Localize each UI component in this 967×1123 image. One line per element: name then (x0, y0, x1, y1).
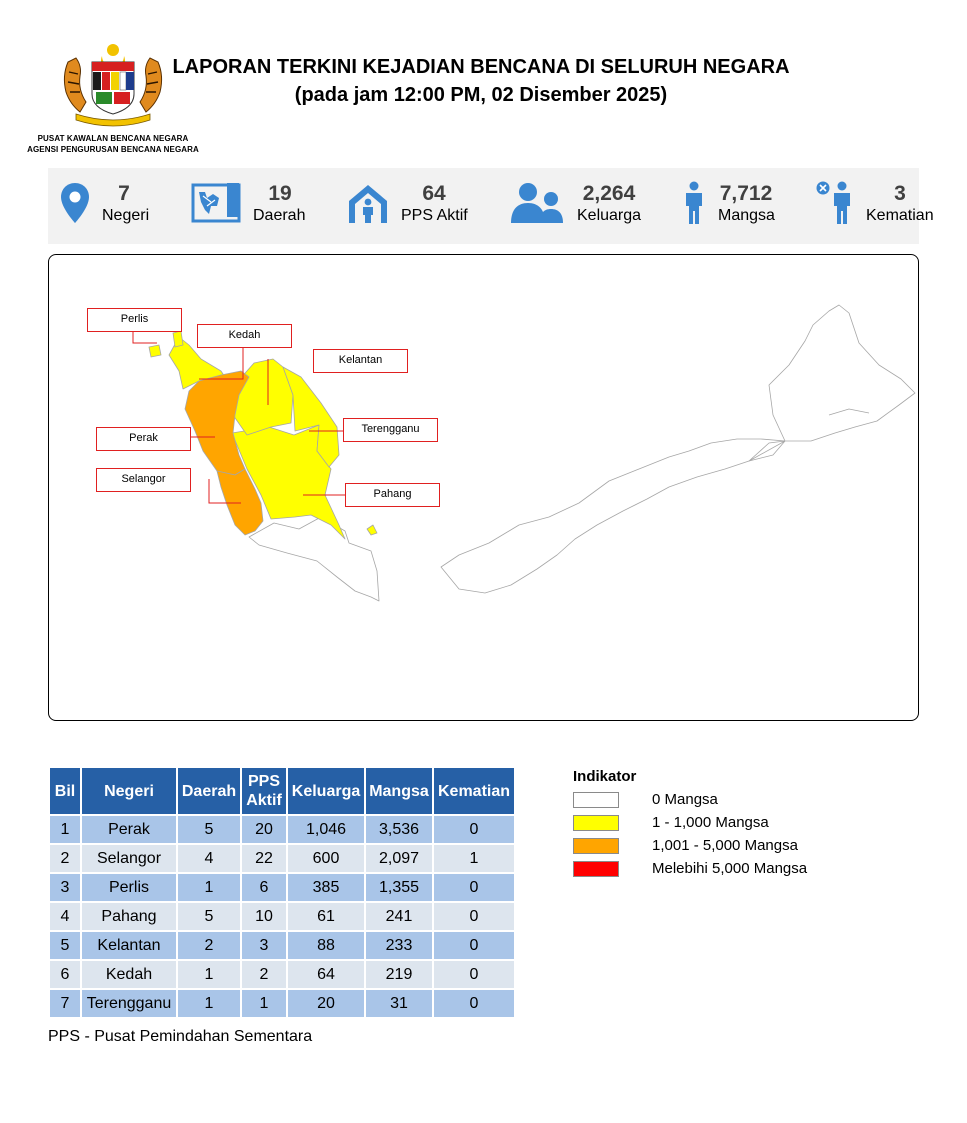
cell-bil: 4 (50, 903, 80, 930)
col-header-keluarga: Keluarga (288, 768, 364, 814)
col-header-daerah: Daerah (178, 768, 240, 814)
cell-bil: 6 (50, 961, 80, 988)
stat-mangsa-value: 7,712 (719, 182, 773, 205)
callout-kedah: Kedah (197, 324, 292, 348)
cell-kematian: 0 (434, 874, 514, 901)
report-subtitle: (pada jam 12:00 PM, 02 Disember 2025) (294, 84, 668, 106)
col-header-pps: PPS Aktif (242, 768, 286, 814)
stat-negeri-label: Negeri (102, 207, 150, 224)
table-header-row (50, 768, 514, 814)
cell-negeri: Terengganu (82, 990, 176, 1017)
legend-swatch-low (573, 815, 619, 831)
stat-pps-value: 64 (422, 182, 446, 205)
cell-pps: 2 (242, 961, 286, 988)
org-name-line1: PUSAT KAWALAN BENCANA NEGARA (37, 134, 189, 143)
legend-swatch-none (573, 792, 619, 808)
disaster-map (48, 254, 919, 721)
person-icon (683, 181, 705, 225)
region-langkawi (149, 345, 161, 357)
cell-pps: 3 (242, 932, 286, 959)
table-row (50, 990, 514, 1017)
callout-terengganu: Terengganu (343, 418, 438, 442)
legend-title: Indikator (573, 768, 637, 785)
stat-mangsa-label: Mangsa (718, 207, 775, 224)
cell-negeri: Kelantan (82, 932, 176, 959)
legend-label-mid: 1,001 - 5,000 Mangsa (652, 837, 798, 854)
cell-kematian: 0 (434, 903, 514, 930)
legend-swatch-mid (573, 838, 619, 854)
cell-kematian: 0 (434, 932, 514, 959)
cell-mangsa: 3,536 (366, 816, 432, 843)
region-sarawak (441, 439, 785, 593)
callout-perak: Perak (96, 427, 191, 451)
cell-pps: 20 (242, 816, 286, 843)
stat-kematian-value: 3 (894, 182, 906, 205)
cell-mangsa: 31 (366, 990, 432, 1017)
table-row (50, 845, 514, 872)
district-map-icon (191, 182, 241, 224)
cell-bil: 7 (50, 990, 80, 1017)
table-row (50, 816, 514, 843)
cell-keluarga: 88 (288, 932, 364, 959)
shelter-icon (346, 181, 390, 225)
footnote: PPS - Pusat Pemindahan Sementara (48, 1028, 313, 1045)
cell-keluarga: 20 (288, 990, 364, 1017)
cell-negeri: Perlis (82, 874, 176, 901)
legend-label-low: 1 - 1,000 Mangsa (652, 814, 769, 831)
cell-mangsa: 241 (366, 903, 432, 930)
cell-keluarga: 64 (288, 961, 364, 988)
cell-mangsa: 233 (366, 932, 432, 959)
stat-keluarga-value: 2,264 (582, 182, 636, 205)
cell-negeri: Selangor (82, 845, 176, 872)
report-title: LAPORAN TERKINI KEJADIAN BENCANA DI SELURUH NEGARA (172, 56, 790, 78)
callout-kelantan: Kelantan (313, 349, 408, 373)
cell-kematian: 0 (434, 961, 514, 988)
legend-swatch-high (573, 861, 619, 877)
region-johor (249, 517, 379, 601)
table-row (50, 903, 514, 930)
region-sabah (749, 305, 915, 461)
cell-mangsa: 1,355 (366, 874, 432, 901)
death-icon (816, 180, 854, 225)
cell-daerah: 5 (178, 903, 240, 930)
table-row (50, 932, 514, 959)
stat-negeri-value: 7 (118, 182, 130, 205)
cell-bil: 2 (50, 845, 80, 872)
callout-pahang: Pahang (345, 483, 440, 507)
cell-bil: 3 (50, 874, 80, 901)
table-row (50, 874, 514, 901)
cell-mangsa: 219 (366, 961, 432, 988)
col-header-kematian: Kematian (434, 768, 514, 814)
cell-keluarga: 385 (288, 874, 364, 901)
cell-keluarga: 1,046 (288, 816, 364, 843)
cell-negeri: Kedah (82, 961, 176, 988)
summary-stats-bar (48, 168, 934, 244)
map-pin-icon (60, 182, 90, 224)
col-header-negeri: Negeri (82, 768, 176, 814)
col-header-mangsa: Mangsa (366, 768, 432, 814)
cell-pps: 10 (242, 903, 286, 930)
cell-daerah: 1 (178, 874, 240, 901)
stat-kematian-label: Kematian (866, 207, 934, 224)
region-islands (367, 525, 377, 535)
cell-daerah: 2 (178, 932, 240, 959)
cell-negeri: Pahang (82, 903, 176, 930)
stat-keluarga-label: Keluarga (577, 207, 642, 224)
legend-label-high: Melebihi 5,000 Mangsa (652, 860, 808, 877)
cell-pps: 6 (242, 874, 286, 901)
stat-daerah-label: Daerah (253, 207, 306, 224)
cell-pps: 1 (242, 990, 286, 1017)
cell-negeri: Perak (82, 816, 176, 843)
cell-kematian: 0 (434, 990, 514, 1017)
cell-keluarga: 61 (288, 903, 364, 930)
state-summary-table (48, 766, 516, 1019)
callout-perlis: Perlis (87, 308, 182, 332)
cell-daerah: 4 (178, 845, 240, 872)
stat-pps-label: PPS Aktif (401, 207, 468, 224)
cell-keluarga: 600 (288, 845, 364, 872)
legend-label-none: 0 Mangsa (652, 791, 718, 808)
col-header-bil: Bil (50, 768, 80, 814)
cell-bil: 1 (50, 816, 80, 843)
cell-daerah: 5 (178, 816, 240, 843)
family-icon (510, 182, 564, 224)
region-perlis (173, 331, 183, 347)
cell-kematian: 0 (434, 816, 514, 843)
org-name-line2: AGENSI PENGURUSAN BENCANA NEGARA (27, 145, 199, 154)
cell-mangsa: 2,097 (366, 845, 432, 872)
stat-daerah-value: 19 (268, 182, 292, 205)
cell-bil: 5 (50, 932, 80, 959)
table-row (50, 961, 514, 988)
cell-pps: 22 (242, 845, 286, 872)
callout-selangor: Selangor (96, 468, 191, 492)
cell-daerah: 1 (178, 990, 240, 1017)
cell-kematian: 1 (434, 845, 514, 872)
cell-daerah: 1 (178, 961, 240, 988)
